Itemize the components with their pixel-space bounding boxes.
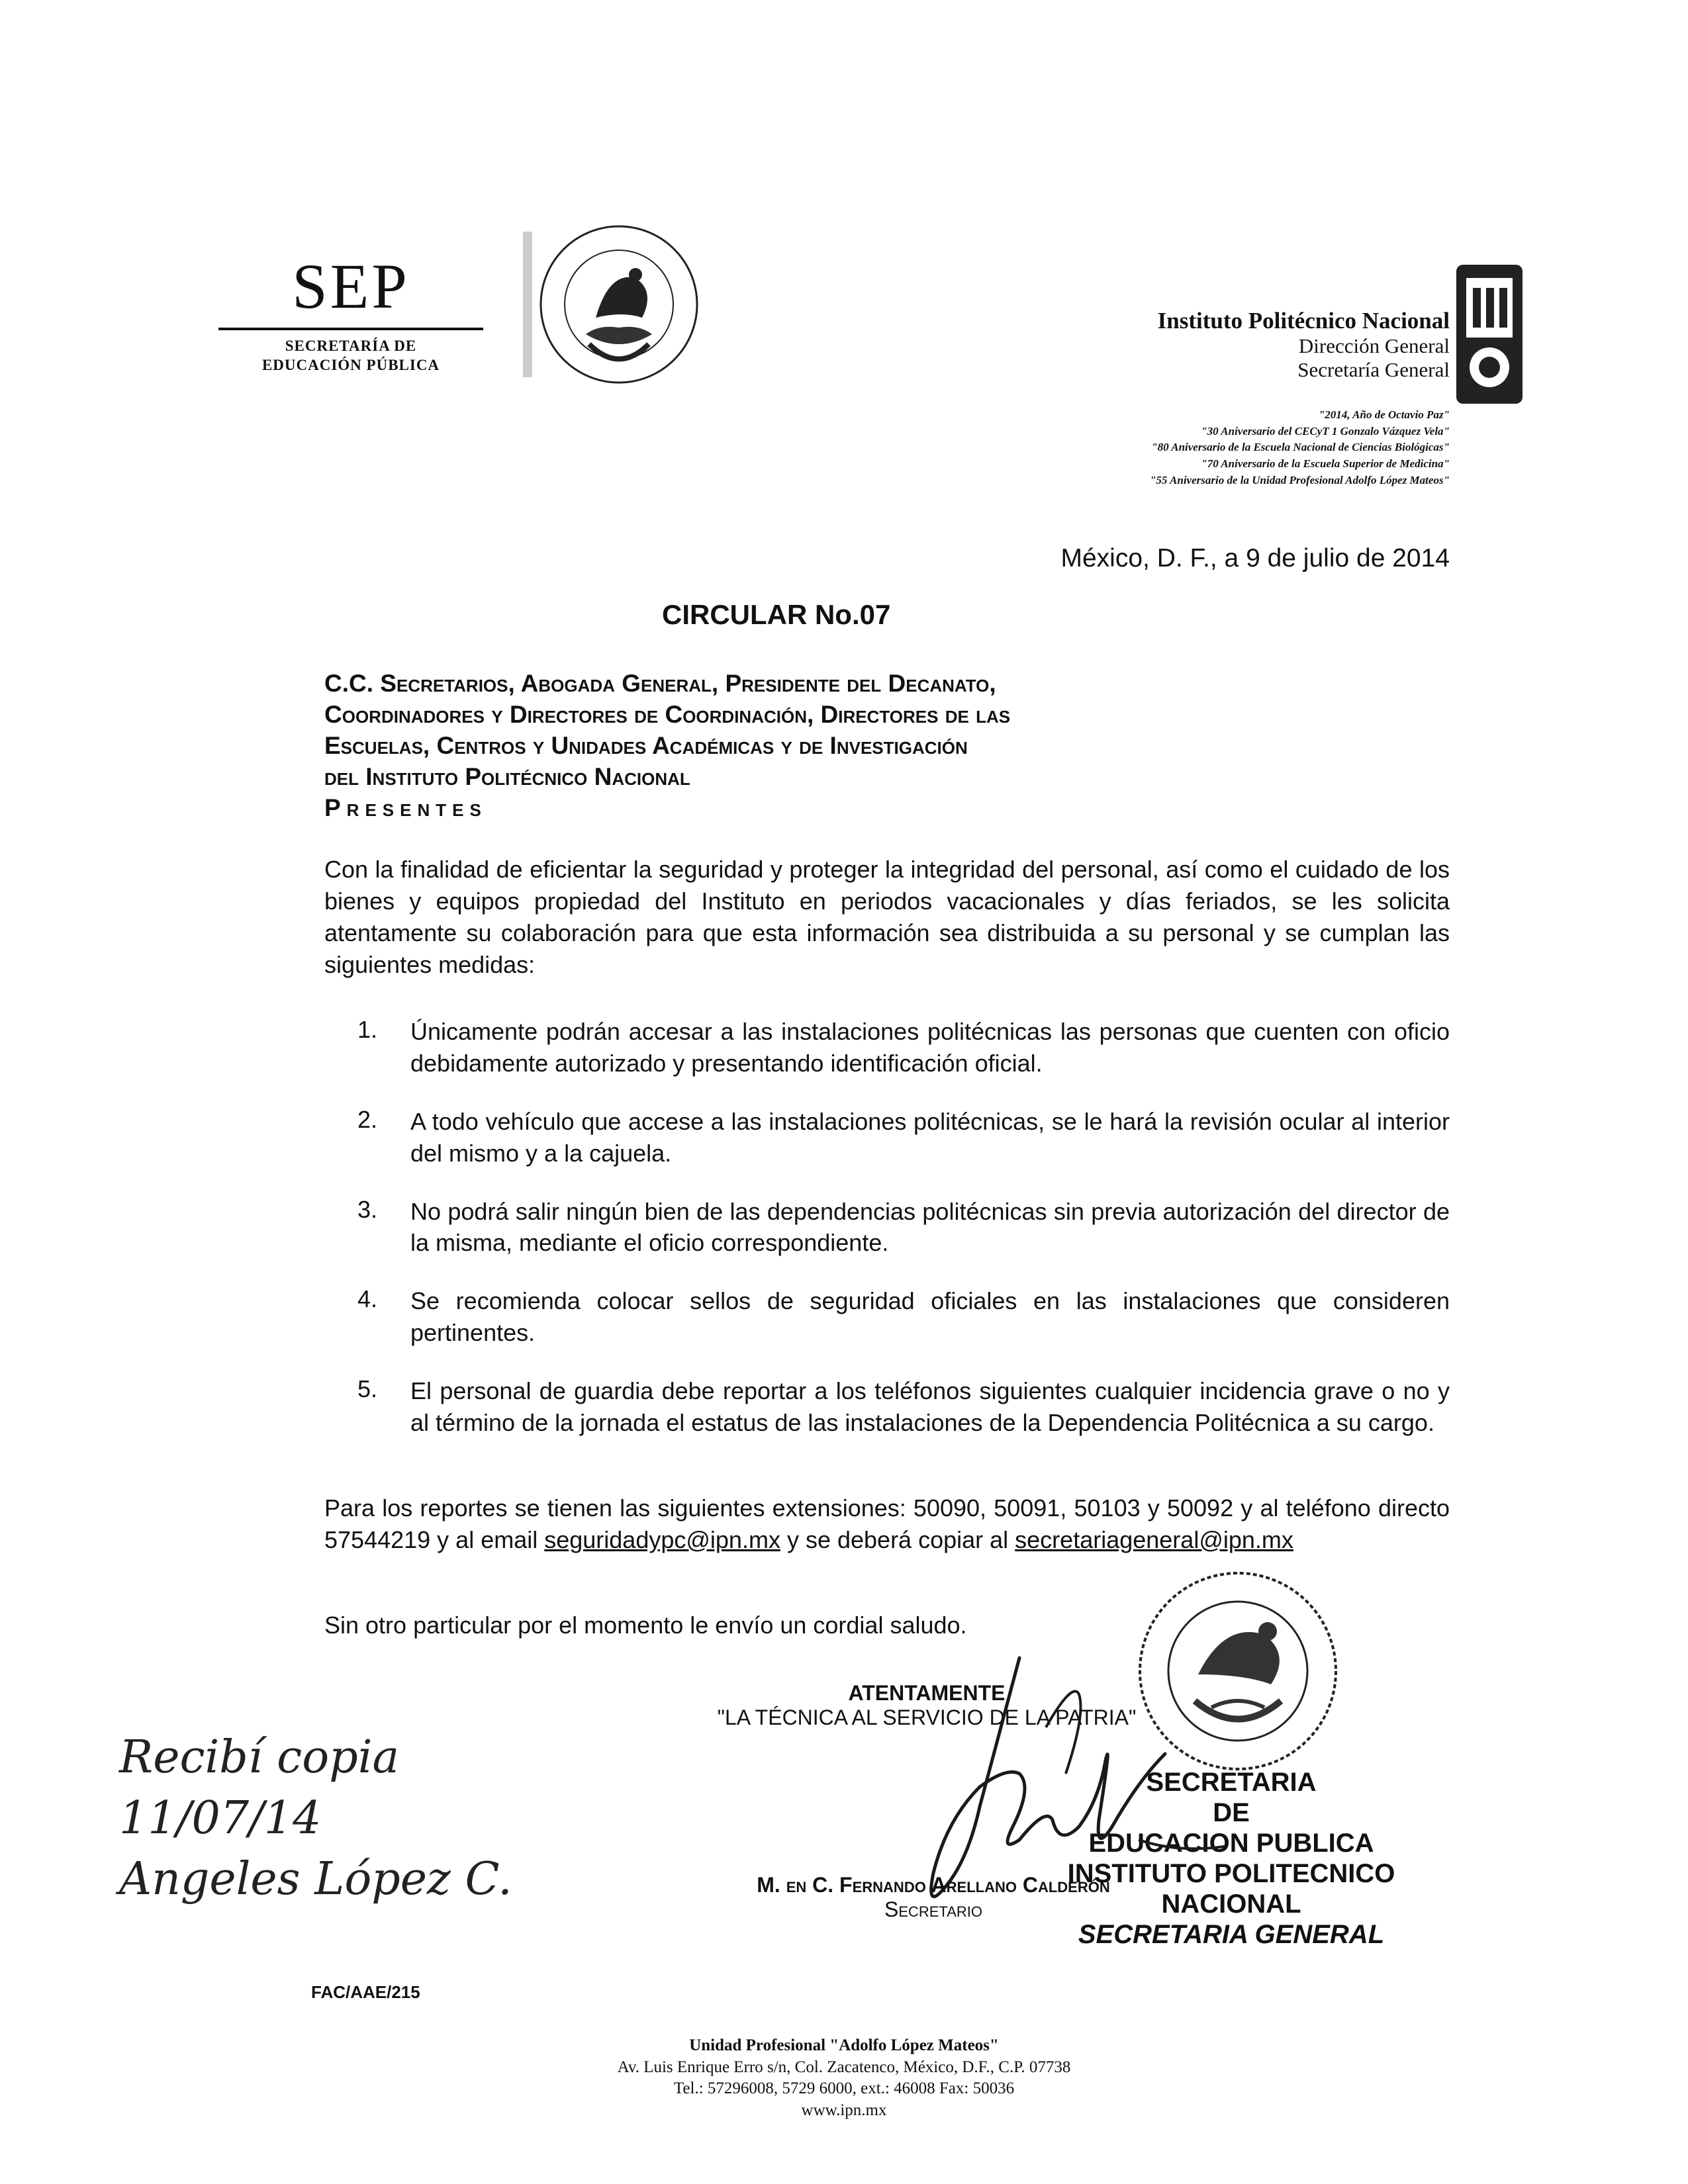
motto-line: "70 Aniversario de la Escuela Superior de Medicina" bbox=[1201, 457, 1450, 470]
footer-phones: Tel.: 57296008, 5729 6000, ext.: 46008 Fax: 50036 bbox=[673, 2079, 1015, 2097]
addressee-line: Escuelas, Centros y Unidades Académicas y de Investigación bbox=[324, 731, 968, 759]
ipn-name: Instituto Politécnico Nacional bbox=[1157, 308, 1450, 334]
sep-divider bbox=[218, 328, 483, 330]
list-text: Se recomienda colocar sellos de seguridad oficiales en las instalaciones que consideren pertinentes. bbox=[410, 1287, 1450, 1347]
ipn-logo-icon bbox=[1453, 261, 1526, 407]
list-number: 5. bbox=[357, 1375, 378, 1402]
addressee-line: Coordinadores y Directores de Coordinación, Directores de las bbox=[324, 700, 1011, 728]
measures-list bbox=[357, 1016, 1450, 1465]
addressee-line: del Instituto Politécnico Nacional bbox=[324, 762, 690, 790]
sep-subtitle-1: SECRETARÍA DE bbox=[285, 338, 417, 354]
document-date: México, D. F., a 9 de julio de 2014 bbox=[1060, 544, 1450, 572]
extensions-text-2: y se deberá copiar al bbox=[780, 1525, 1015, 1553]
handwritten-line: Recibí copia bbox=[119, 1731, 400, 1784]
motto-line: "55 Aniversario de la Unidad Profesional Adolfo López Mateos" bbox=[1149, 473, 1450, 486]
list-number: 3. bbox=[357, 1195, 378, 1223]
stamp-line: INSTITUTO POLITECNICO bbox=[1067, 1859, 1395, 1888]
motto-line: "2014, Año de Octavio Paz" bbox=[1318, 408, 1450, 421]
list-text: A todo vehículo que accese a las instalaciones politécnicas, se le hará la revisión ocular al interior del mismo y a la cajuela. bbox=[410, 1107, 1450, 1167]
list-item bbox=[357, 1016, 1450, 1079]
list-text: El personal de guardia debe reportar a los teléfonos siguientes cualquier incidencia grave o no y al término de la jornada el estatus de las instalaciones de la Dependencia Politécnica a su cargo. bbox=[410, 1377, 1450, 1436]
handwritten-line: Angeles López C. bbox=[119, 1852, 512, 1905]
addressee-line: C.C. Secretarios, Abogada General, Presidente del Decanato, bbox=[324, 670, 996, 697]
institutional-motto: "LA TÉCNICA AL SERVICIO DE LA PATRIA" bbox=[717, 1706, 1137, 1729]
ipn-direction: Dirección General bbox=[1298, 334, 1450, 357]
footer-website[interactable]: www.ipn.mx bbox=[801, 2101, 887, 2119]
sep-header bbox=[218, 251, 483, 375]
extensions-paragraph bbox=[324, 1492, 1450, 1556]
sep-subtitle-2: EDUCACIÓN PÚBLICA bbox=[261, 356, 440, 373]
handwritten-receipt-note bbox=[119, 1727, 649, 1909]
list-number: 2. bbox=[357, 1105, 378, 1133]
reference-code: FAC/AAE/215 bbox=[311, 1982, 420, 2002]
motto-line: "80 Aniversario de la Escuela Nacional de Ciencias Biológicas" bbox=[1151, 441, 1450, 454]
stamp-line: SECRETARIA bbox=[1146, 1768, 1317, 1797]
stamp-line: DE bbox=[1213, 1798, 1250, 1827]
intro-paragraph: Con la finalidad de eficientar la seguridad y proteger la integridad del personal, así como el cuidado de los bienes y equipos propiedad del Instituto en periodos vacacionales y días feriados, se les solicita atentamente su colaboración para que esta información sea distribuida a su personal y se cumplan las siguientes medidas: bbox=[324, 856, 1450, 978]
signatory-name: M. en C. Fernando Arellano Calderón bbox=[757, 1873, 1110, 1897]
list-item bbox=[357, 1106, 1450, 1169]
list-number: 1. bbox=[357, 1016, 378, 1043]
signatory-block bbox=[635, 1873, 1231, 1922]
handwritten-line: 11/07/14 bbox=[119, 1792, 322, 1844]
email-link-security[interactable]: seguridadypc@ipn.mx bbox=[544, 1525, 780, 1553]
anniversary-mottos bbox=[993, 407, 1450, 488]
stamp-line: SECRETARIA GENERAL bbox=[1078, 1920, 1385, 1949]
addressees-block bbox=[324, 668, 1516, 824]
stamp-line: NACIONAL bbox=[1161, 1889, 1301, 1919]
extensions-text: Para los reportes se tienen las siguientes extensiones: 50090, 50091, 50103 y 50092 y al teléfono directo 57544219 y al email bbox=[324, 1494, 1450, 1553]
document-footer bbox=[463, 2035, 1225, 2121]
list-text: No podrá salir ningún bien de las dependencias politécnicas sin previa autorización del director de la misma, mediante el oficio correspondiente. bbox=[410, 1197, 1450, 1257]
presentes: Presentes bbox=[324, 794, 487, 821]
footer-unit: Unidad Profesional "Adolfo López Mateos" bbox=[689, 2036, 999, 2054]
circular-title: CIRCULAR No.07 bbox=[662, 599, 891, 630]
atentamente: ATENTAMENTE bbox=[848, 1681, 1006, 1705]
list-text: Únicamente podrán accesar a las instalaciones politécnicas las personas que cuenten con oficio debidamente autorizado y presentando identificación oficial. bbox=[410, 1018, 1450, 1077]
ipn-header bbox=[1059, 308, 1450, 382]
stamp-line: EDUCACION PUBLICA bbox=[1088, 1829, 1374, 1858]
email-link-secretariat[interactable]: secretariageneral@ipn.mx bbox=[1015, 1525, 1293, 1553]
closing-line: Sin otro particular por el momento le envío un cordial saludo. bbox=[324, 1612, 967, 1639]
mexican-seal-icon bbox=[523, 218, 708, 390]
footer-address: Av. Luis Enrique Erro s/n, Col. Zacatenco, México, D.F., C.P. 07738 bbox=[617, 2058, 1071, 2076]
signatory-title: Secretario bbox=[884, 1897, 983, 1921]
list-number: 4. bbox=[357, 1285, 378, 1313]
list-item bbox=[357, 1375, 1450, 1439]
motto-line: "30 Aniversario del CECyT 1 Gonzalo Vázquez Vela" bbox=[1201, 424, 1450, 437]
sep-logo: SEP bbox=[292, 251, 410, 322]
ipn-secretariat: Secretaría General bbox=[1297, 358, 1450, 381]
list-item bbox=[357, 1196, 1450, 1259]
list-item bbox=[357, 1285, 1450, 1349]
